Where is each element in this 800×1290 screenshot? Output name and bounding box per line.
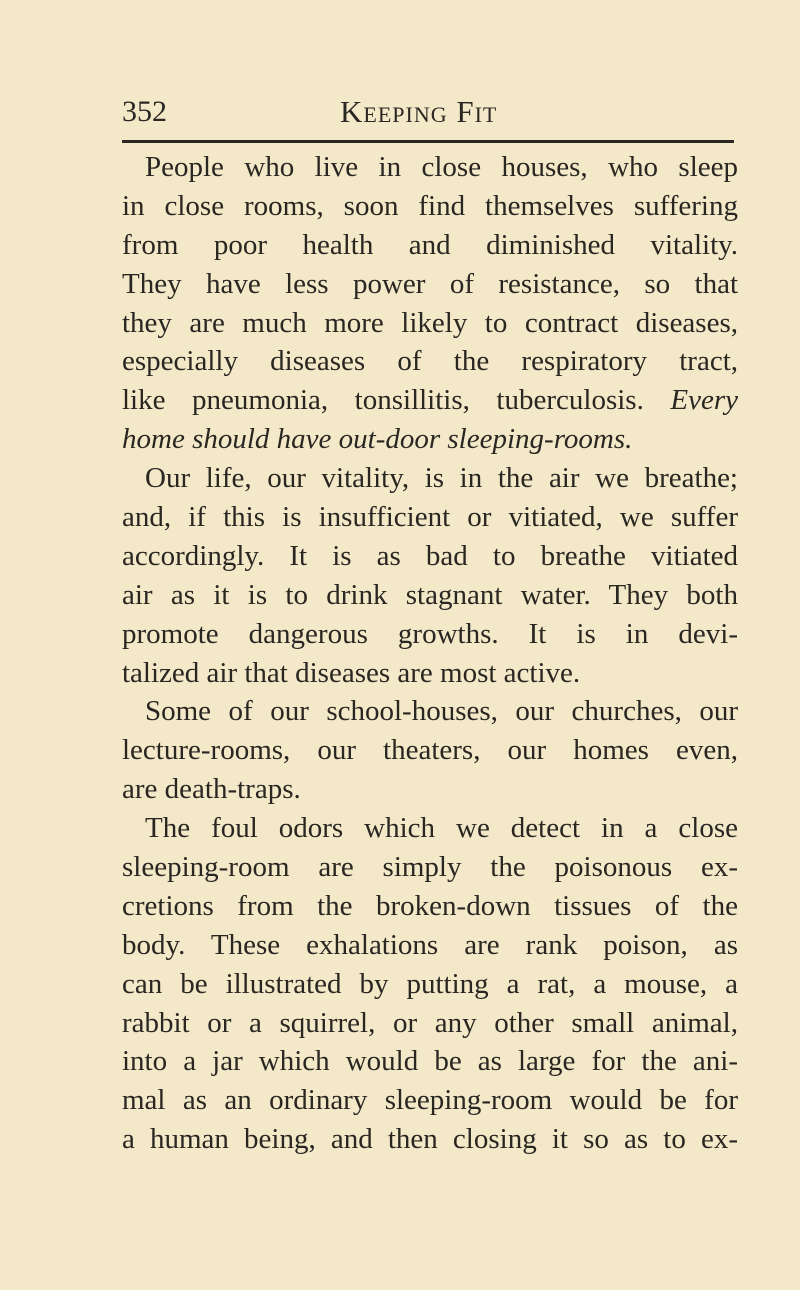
text-line: rabbit or a squirrel, or any other small animal, — [122, 1006, 738, 1039]
text-line: Some of our school-houses, our churches, our — [145, 695, 738, 728]
body-text — [122, 148, 738, 1159]
text-line — [122, 381, 738, 420]
text-line: lecture-rooms, our theaters, our homes even, — [122, 734, 738, 767]
text-line: People who live in close houses, who sleep — [145, 151, 738, 183]
text-line: sleeping-room are simply the poisonous ex- — [122, 851, 738, 884]
emphasis-line: home should have out-door sleeping-rooms. — [122, 423, 633, 456]
running-head: Keeping Fit — [340, 94, 498, 129]
text-line: especially diseases of the respiratory tract, — [122, 345, 738, 378]
text-run: like pneumonia, tonsillitis, tuberculosis. — [122, 384, 644, 417]
text-line: from poor health and diminished vitality. — [122, 228, 738, 261]
emphasis-text: Every — [670, 384, 738, 417]
text-line: talized air that diseases are most active. — [122, 656, 581, 689]
text-line: are death-traps. — [122, 773, 301, 806]
page-header — [122, 92, 732, 132]
text-line: promote dangerous growths. It is in devi- — [122, 617, 738, 650]
text-line: they are much more likely to contract diseases, — [122, 306, 738, 339]
text-line: cretions from the broken-down tissues of the — [122, 889, 738, 922]
text-line: a human being, and then closing it so as to ex- — [122, 1123, 738, 1156]
text-line: accordingly. It is as bad to breathe vitiated — [122, 539, 738, 572]
text-line: The foul odors which we detect in a close — [145, 812, 738, 845]
page-number: 352 — [122, 95, 167, 128]
text-line: into a jar which would be as large for the ani- — [122, 1045, 738, 1078]
text-line: Our life, our vitality, is in the air we breathe; — [145, 462, 738, 495]
text-line: body. These exhalations are rank poison, as — [122, 928, 738, 961]
text-line: can be illustrated by putting a rat, a mouse, a — [122, 967, 738, 1000]
header-rule — [122, 140, 734, 143]
text-line: They have less power of resistance, so that — [122, 267, 738, 300]
text-line: in close rooms, soon find themselves suffering — [122, 189, 738, 222]
text-line: air as it is to drink stagnant water. They both — [122, 578, 738, 611]
text-line: mal as an ordinary sleeping-room would be for — [122, 1084, 738, 1117]
text-line: and, if this is insufficient or vitiated, we suffer — [122, 501, 738, 534]
